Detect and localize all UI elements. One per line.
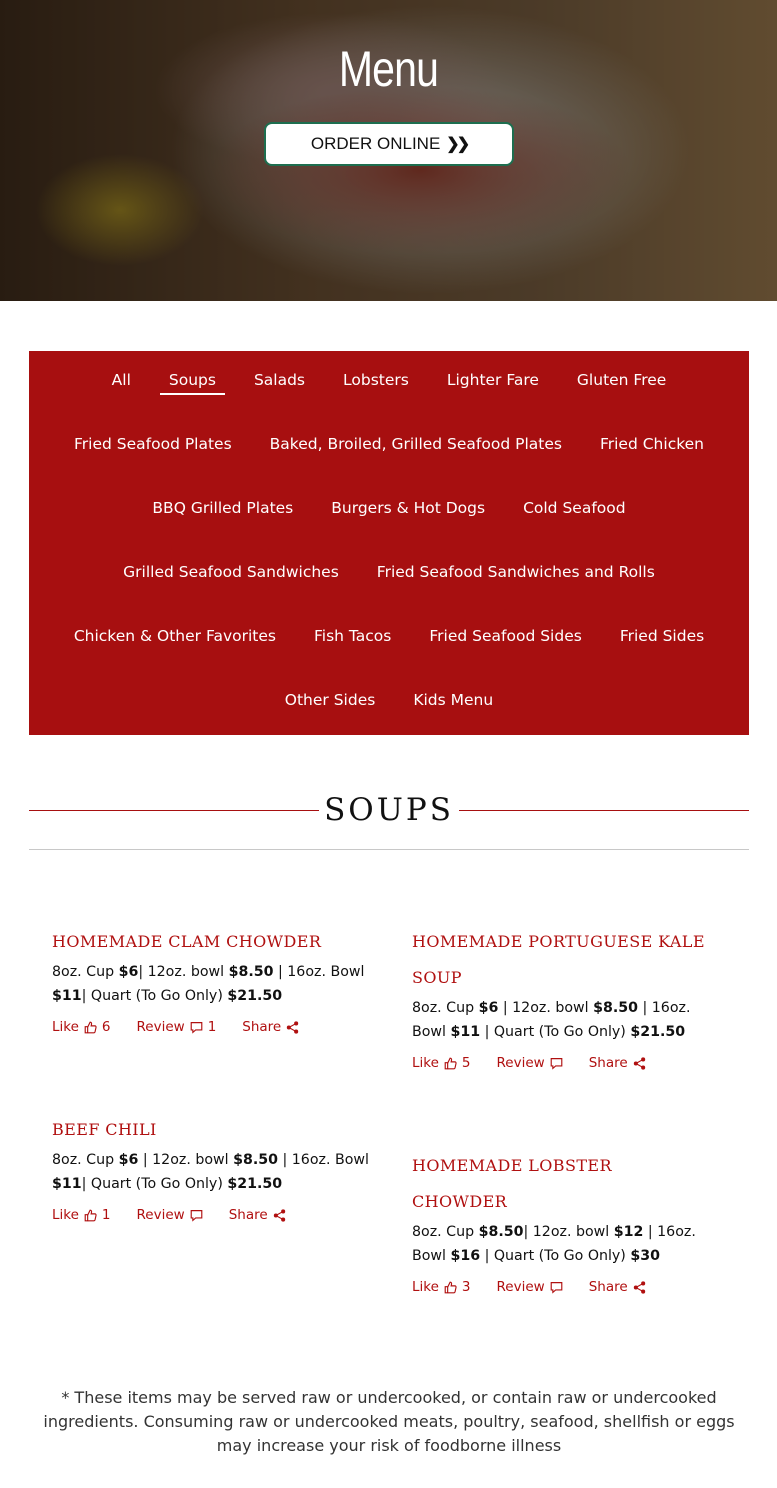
category-tab-cold-seafood[interactable]: Cold Seafood	[523, 499, 626, 517]
thumbs-up-icon	[84, 1021, 97, 1034]
like-label: Like	[52, 1019, 79, 1035]
size-label: | 12oz. bowl	[498, 1000, 594, 1016]
page-title: Menu	[338, 41, 439, 97]
share-label: Share	[588, 1055, 628, 1071]
size-label: 8oz. Cup	[412, 1000, 479, 1016]
comment-icon	[190, 1209, 203, 1222]
share-label: Share	[228, 1207, 268, 1223]
review-label: Review	[496, 1279, 545, 1295]
menu-item	[412, 1148, 712, 1295]
size-label: | Quart (To Go Only)	[81, 1176, 228, 1192]
price-value: $6	[118, 964, 139, 980]
category-tab-soups[interactable]: Soups	[150, 371, 235, 395]
size-label: | 16oz. Bowl	[412, 1000, 691, 1040]
price-value: $8.50	[478, 1224, 524, 1240]
comment-icon	[550, 1057, 563, 1070]
thumbs-up-icon	[444, 1281, 457, 1294]
share-icon	[286, 1021, 299, 1034]
price-value: $8.50	[233, 1152, 278, 1168]
category-tab-salads[interactable]: Salads	[253, 371, 306, 389]
price-value: $21.50	[227, 988, 283, 1004]
like-button[interactable]	[412, 1279, 471, 1295]
share-button[interactable]	[229, 1207, 286, 1223]
item-actions	[412, 1055, 712, 1071]
item-name: HOMEMADE LOBSTER CHOWDER	[412, 1156, 612, 1211]
section-title: SOUPS	[324, 792, 454, 828]
review-button[interactable]	[137, 1207, 203, 1223]
size-label: 8oz. Cup	[412, 1224, 479, 1240]
category-tab-lobsters[interactable]: Lobsters	[343, 371, 409, 389]
price-value: $16	[450, 1248, 481, 1264]
category-row	[29, 543, 749, 607]
like-button[interactable]	[52, 1207, 111, 1223]
menu-item	[52, 1112, 372, 1223]
item-name: HOMEMADE PORTUGUESE KALE SOUP	[412, 932, 705, 987]
thumbs-up-icon	[444, 1057, 457, 1070]
size-label: | Quart (To Go Only)	[480, 1248, 631, 1264]
item-name: HOMEMADE CLAM CHOWDER	[52, 932, 322, 951]
category-tab-fried-sides[interactable]: Fried Sides	[619, 627, 705, 645]
like-label: Like	[412, 1279, 439, 1295]
price-value: $6	[118, 1152, 139, 1168]
category-row	[29, 671, 749, 735]
price-value: $8.50	[228, 964, 274, 980]
size-label: 8oz. Cup	[52, 964, 119, 980]
size-label: | 12oz. bowl	[523, 1224, 614, 1240]
comment-icon	[190, 1021, 203, 1034]
order-online-button[interactable]	[264, 122, 514, 166]
like-label: Like	[412, 1055, 439, 1071]
review-label: Review	[136, 1019, 185, 1035]
category-tab-bbq-grilled-plates[interactable]: BBQ Grilled Plates	[152, 499, 294, 517]
review-count: 1	[207, 1019, 217, 1035]
like-button[interactable]	[412, 1055, 471, 1071]
category-tab-all[interactable]: All	[111, 371, 131, 389]
item-prices	[412, 1220, 712, 1268]
raw-food-disclaimer: * These items may be served raw or undercooked, or contain raw or undercooked ingredients. Consuming raw or undercooked meats, poultry, seafood, shellfish or eggs may increase your risk of foodborne illness	[43, 1388, 735, 1455]
category-tab-lighter-fare[interactable]: Lighter Fare	[446, 371, 539, 389]
category-tab-gluten-free[interactable]: Gluten Free	[576, 371, 667, 389]
category-tab-burgers-hot-dogs[interactable]: Burgers & Hot Dogs	[331, 499, 486, 517]
size-label: | Quart (To Go Only)	[480, 1024, 631, 1040]
size-label: | 12oz. bowl	[138, 964, 229, 980]
heading-divider-right	[459, 810, 749, 811]
price-value: $11	[52, 1176, 82, 1192]
like-label: Like	[52, 1207, 79, 1223]
size-label: | 12oz. bowl	[138, 1152, 234, 1168]
like-count: 1	[101, 1207, 111, 1223]
category-tab-fish-tacos[interactable]: Fish Tacos	[313, 627, 392, 645]
category-tab-fried-seafood-sandwiches-and-rolls[interactable]: Fried Seafood Sandwiches and Rolls	[376, 563, 655, 581]
menu-item	[412, 924, 712, 1071]
order-online-label: ORDER ONLINE	[310, 134, 441, 153]
share-label: Share	[242, 1019, 282, 1035]
category-tab-fried-chicken[interactable]: Fried Chicken	[599, 435, 704, 453]
category-tab-baked-broiled-grilled-seafood-plates[interactable]: Baked, Broiled, Grilled Seafood Plates	[269, 435, 562, 453]
menu-item	[52, 924, 372, 1035]
review-label: Review	[496, 1055, 545, 1071]
item-prices	[412, 996, 712, 1044]
item-name: BEEF CHILI	[52, 1120, 157, 1139]
review-label: Review	[136, 1207, 185, 1223]
item-prices	[52, 1148, 372, 1196]
share-button[interactable]	[242, 1019, 299, 1035]
size-label: | 16oz. Bowl	[273, 964, 365, 980]
category-tab-grilled-seafood-sandwiches[interactable]: Grilled Seafood Sandwiches	[123, 563, 339, 581]
category-tab-fried-seafood-sides[interactable]: Fried Seafood Sides	[429, 627, 582, 645]
price-value: $6	[478, 1000, 499, 1016]
price-value: $8.50	[593, 1000, 638, 1016]
hero-banner	[0, 0, 777, 301]
category-nav	[29, 351, 749, 735]
price-value: $11	[52, 988, 82, 1004]
size-label: | 16oz. Bowl	[412, 1224, 696, 1264]
category-row	[29, 607, 749, 671]
review-button[interactable]	[497, 1055, 563, 1071]
share-button[interactable]	[589, 1055, 646, 1071]
share-label: Share	[588, 1279, 628, 1295]
item-actions	[412, 1279, 712, 1295]
like-count: 6	[101, 1019, 111, 1035]
review-button[interactable]	[137, 1019, 217, 1035]
size-label: | Quart (To Go Only)	[81, 988, 228, 1004]
category-tab-kids-menu[interactable]: Kids Menu	[413, 691, 494, 709]
section-heading	[29, 786, 749, 836]
price-value: $21.50	[630, 1024, 686, 1040]
category-row	[29, 415, 749, 479]
category-row	[29, 351, 749, 415]
share-icon	[273, 1209, 286, 1222]
share-button[interactable]	[589, 1279, 646, 1295]
thumbs-up-icon	[84, 1209, 97, 1222]
category-tab-other-sides[interactable]: Other Sides	[284, 691, 376, 709]
size-label: 8oz. Cup	[52, 1152, 119, 1168]
like-count: 5	[461, 1055, 471, 1071]
category-tab-fried-seafood-plates[interactable]: Fried Seafood Plates	[74, 435, 232, 453]
like-button[interactable]	[52, 1019, 111, 1035]
item-prices	[52, 960, 372, 1008]
price-value: $30	[630, 1248, 660, 1264]
price-value: $12	[613, 1224, 644, 1240]
category-tab-chicken-other-favorites[interactable]: Chicken & Other Favorites	[73, 627, 276, 645]
share-icon	[633, 1281, 646, 1294]
section-divider	[29, 849, 749, 850]
category-row	[29, 479, 749, 543]
price-value: $21.50	[227, 1176, 283, 1192]
review-button[interactable]	[497, 1279, 563, 1295]
item-actions	[52, 1207, 372, 1223]
share-icon	[633, 1057, 646, 1070]
price-value: $11	[450, 1024, 481, 1040]
size-label: | 16oz. Bowl	[277, 1152, 369, 1168]
comment-icon	[550, 1281, 563, 1294]
like-count: 3	[461, 1279, 471, 1295]
item-actions	[52, 1019, 372, 1035]
double-chevron-right-icon: ❯❯	[446, 136, 468, 153]
